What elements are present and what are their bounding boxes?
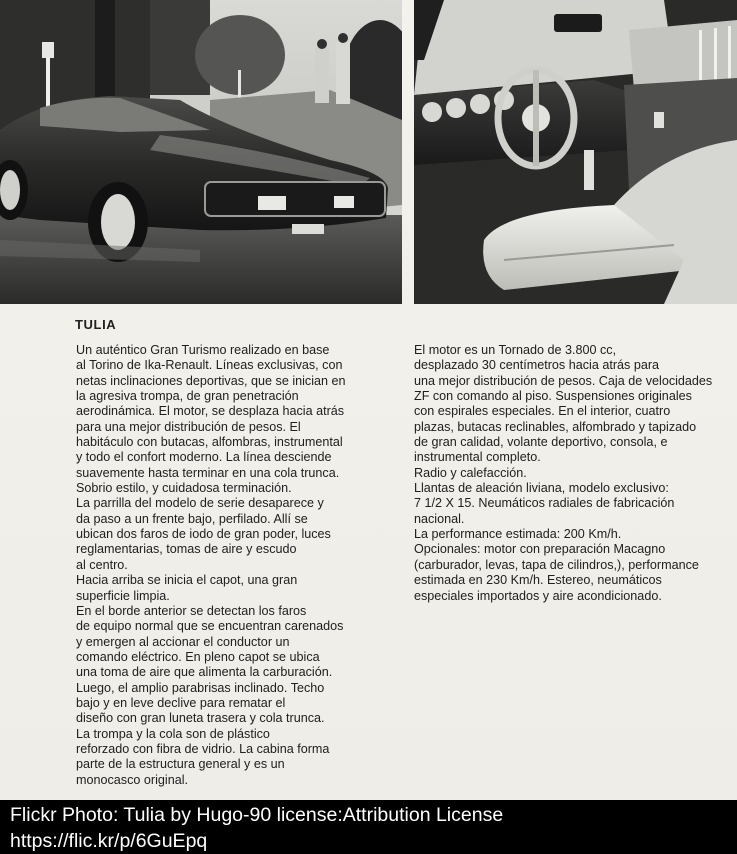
- body-line: En el borde anterior se detectan los faros: [76, 603, 307, 618]
- body-line: Luego, el amplio parabrisas inclinado. Techo: [76, 680, 325, 695]
- car-interior-illustration: [414, 0, 737, 304]
- body-line: instrumental completo.: [414, 450, 541, 465]
- body-line: especiales importados y aire acondicionado.: [414, 588, 662, 603]
- body-line: nacional.: [414, 511, 465, 526]
- body-line: suavemente hasta terminar en una cola trunca.: [76, 465, 340, 480]
- body-line: Llantas de aleación liviana, modelo exclusivo:: [414, 481, 669, 496]
- body-line: y todo el confort moderno. La línea desciende: [76, 450, 332, 465]
- body-line: para una mejor distribución de pesos. El: [76, 419, 301, 434]
- article-body-left-column: [76, 343, 381, 788]
- body-line: de equipo normal que se encuentran carenados: [76, 619, 344, 634]
- caption-link[interactable]: https://flic.kr/p/6GuEpq: [10, 830, 208, 852]
- body-line: La performance estimada: 200 Km/h.: [414, 527, 622, 542]
- body-line: La trompa y la cola son de plástico: [76, 726, 270, 741]
- body-line: monocasco original.: [76, 772, 189, 787]
- body-line: habitáculo con butacas, alfombras, instrumental: [76, 435, 343, 450]
- body-line: netas inclinaciones deportivas, que se inician en: [76, 373, 346, 388]
- body-line: Opcionales: motor con preparación Macagno: [414, 542, 666, 557]
- body-line: plazas, butacas reclinables, alfombrado y tapizado: [414, 419, 697, 434]
- caption-title-line: Flickr Photo: Tulia by Hugo-90 license:Attribution License: [10, 804, 504, 826]
- body-line: La parrilla del modelo de serie desaparece y: [76, 496, 324, 511]
- body-line: 7 1/2 X 15. Neumáticos radiales de fabricación: [414, 496, 675, 511]
- body-line: Un auténtico Gran Turismo realizado en base: [76, 343, 330, 357]
- car-interior-photo: [414, 0, 737, 304]
- body-line: ZF con comando al piso. Suspensiones originales: [414, 389, 692, 404]
- body-line: diseño con gran luneta trasera y cola trunca.: [76, 711, 325, 726]
- body-line: Hacia arriba se inicia el capot, una gran: [76, 573, 298, 588]
- body-line: estimada en 230 Km/h. Estereo, neumáticos: [414, 573, 662, 588]
- body-line: reglamentarias, tomas de aire y escudo: [76, 542, 297, 557]
- body-line: superficie limpia.: [76, 588, 170, 603]
- body-line: Radio y calefacción.: [414, 465, 527, 480]
- body-line: una toma de aire que alimenta la carburación.: [76, 665, 333, 680]
- body-line: da paso a un frente bajo, perfilado. Allí se: [76, 511, 308, 526]
- body-line: de gran calidad, volante deportivo, consola, e: [414, 435, 668, 450]
- body-line: aerodinámica. El motor, se desplaza hacia atrás: [76, 404, 345, 419]
- car-exterior-photo: [0, 0, 402, 304]
- body-line: Sobrio estilo, y cuidadosa terminación.: [76, 481, 292, 496]
- article-body-right-column: [414, 343, 737, 604]
- body-line: al Torino de Ika-Renault. Líneas exclusivas, con: [76, 358, 343, 373]
- body-line: y emergen al accionar el conductor un: [76, 634, 290, 649]
- body-line: El motor es un Tornado de 3.800 cc,: [414, 343, 617, 357]
- body-line: ubican dos faros de iodo de gran poder, luces: [76, 527, 331, 542]
- photo-attribution-caption: [0, 800, 737, 854]
- body-line: una mejor distribución de pesos. Caja de velocidades: [414, 373, 713, 388]
- body-line: reforzado con fibra de vidrio. La cabina forma: [76, 741, 330, 756]
- body-line: bajo y en leve declive para rematar el: [76, 695, 286, 710]
- body-line: al centro.: [76, 557, 128, 572]
- body-line: la agresiva trompa, de gran penetración: [76, 389, 299, 404]
- body-line: (carburador, levas, tapa de cilindros,), performance: [414, 557, 699, 572]
- body-line: comando eléctrico. En pleno capot se ubica: [76, 649, 320, 664]
- body-line: parte de la estructura general y es un: [76, 757, 285, 772]
- body-line: con espirales especiales. En el interior, cuatro: [414, 404, 671, 419]
- article-title: TULIA: [75, 317, 117, 332]
- car-exterior-illustration: [0, 0, 402, 304]
- body-line: desplazado 30 centímetros hacia atrás para: [414, 358, 660, 373]
